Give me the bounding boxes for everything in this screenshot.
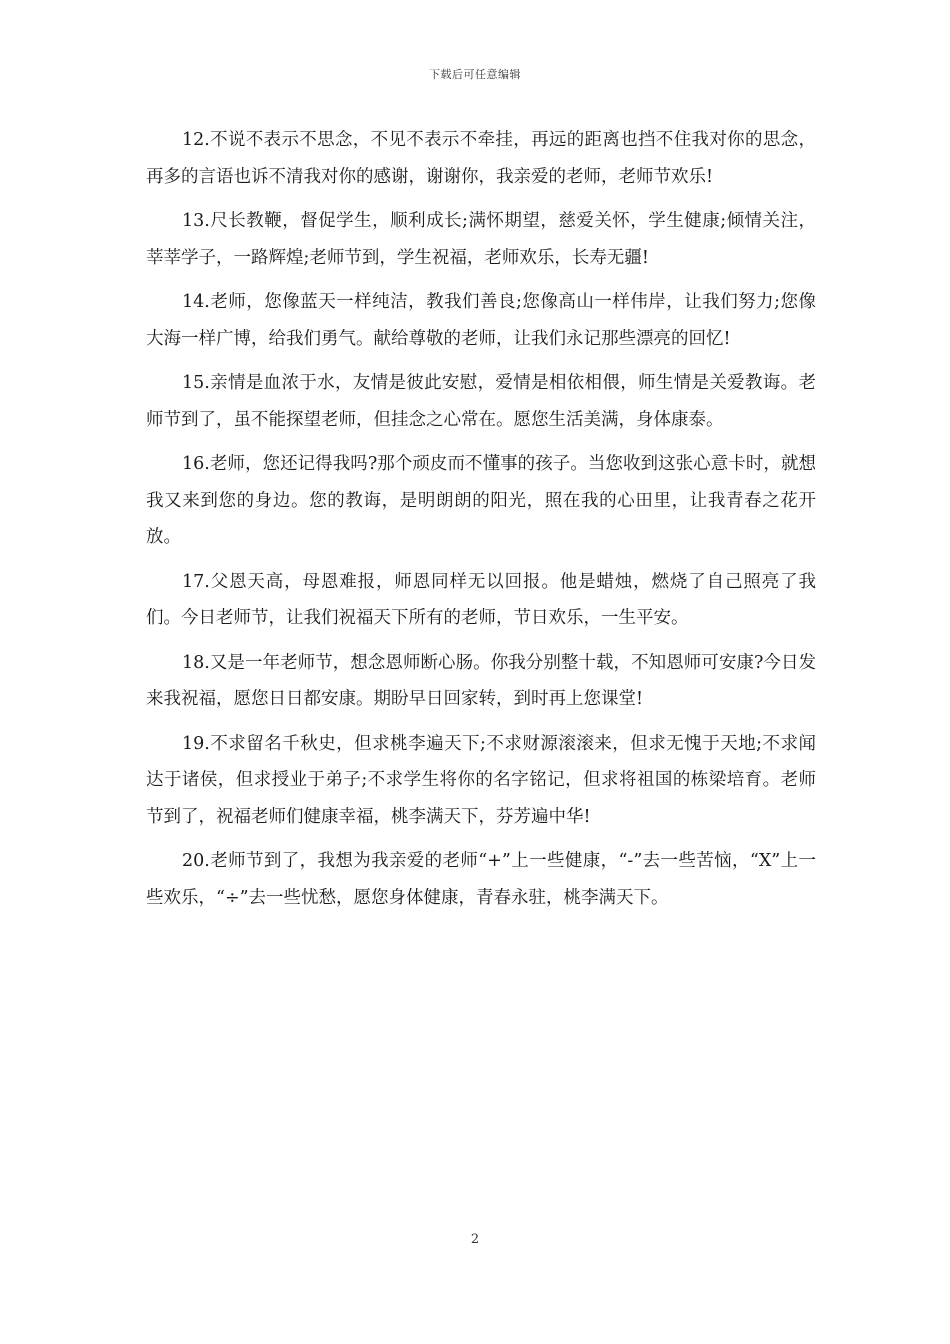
- paragraph-19: 19.不求留名千秋史，但求桃李遍天下;不求财源滚滚来，但求无愧于天地;不求闻达于诸侯，但求授业于弟子;不求学生将你的名字铭记，但求将祖国的栋梁培育。老师节到了，祝福老师们健康幸福，桃李满天下，芬芳遍中华!: [146, 733, 816, 827]
- paragraph-13: 13.尺长教鞭，督促学生，顺利成长;满怀期望，慈爱关怀，学生健康;倾情关注，莘莘学子，一路辉煌;老师节到，学生祝福，老师欢乐，长寿无疆!: [146, 211, 816, 268]
- paragraph-14: 14.老师，您像蓝天一样纯洁，教我们善良;您像高山一样伟岸，让我们努力;您像大海一样广博，给我们勇气。献给尊敬的老师，让我们永记那些漂亮的回忆!: [146, 292, 816, 349]
- paragraph-16: 16.老师，您还记得我吗?那个顽皮而不懂事的孩子。当您收到这张心意卡时，就想我又来到您的身边。您的教诲，是明朗朗的阳光，照在我的心田里，让我青春之花开放。: [146, 454, 816, 547]
- paragraph-20: 20.老师节到了，我想为我亲爱的老师“+”上一些健康，“-”去一些苦恼，“X”上一些欢乐，“÷”去一些忧愁，愿您身体健康，青春永驻，桃李满天下。: [146, 851, 816, 908]
- page-header: 下载后可任意编辑: [429, 68, 521, 81]
- page-number: 2: [470, 1232, 480, 1247]
- paragraph-15: 15.亲情是血浓于水，友情是彼此安慰，爱情是相依相偎，师生情是关爱教诲。老师节到了，虽不能探望老师，但挂念之心常在。愿您生活美满，身体康泰。: [146, 373, 816, 430]
- paragraph-17: 17.父恩天高，母恩难报，师恩同样无以回报。他是蜡烛，燃烧了自己照亮了我们。今日老师节，让我们祝福天下所有的老师，节日欢乐，一生平安。: [146, 571, 816, 628]
- document-body: [146, 122, 816, 924]
- paragraph-18: 18.又是一年老师节，想念恩师断心肠。你我分别整十载，不知恩师可安康?今日发来我祝福，愿您日日都安康。期盼早日回家转，到时再上您课堂!: [146, 652, 816, 709]
- paragraph-12: 12.不说不表示不思念，不见不表示不牵挂，再远的距离也挡不住我对你的思念，再多的言语也诉不清我对你的感谢，谢谢你，我亲爱的老师，老师节欢乐!: [146, 130, 816, 187]
